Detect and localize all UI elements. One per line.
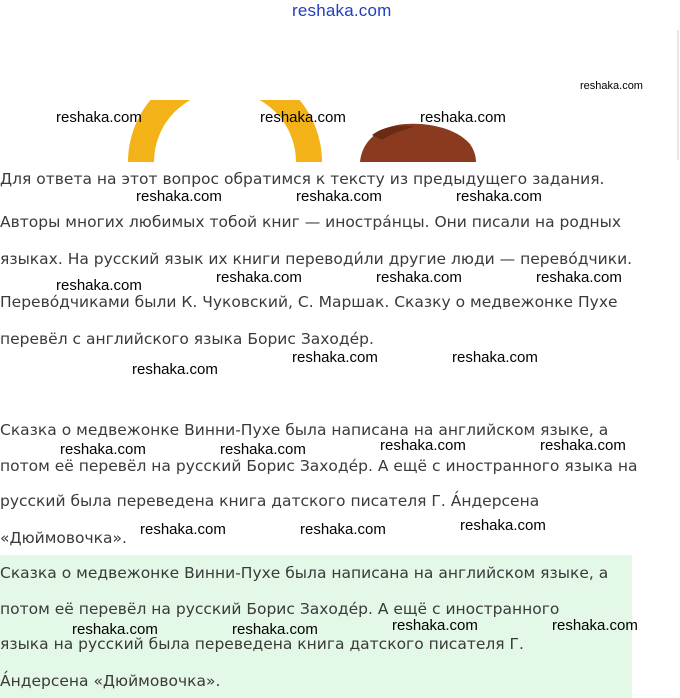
watermark: reshaka.com: [232, 621, 318, 638]
explanation-line: перевёл с английского языка Борис Заходе́р.: [0, 330, 374, 348]
answer-line: Сказка о медвежонке Винни-Пухе была написана на английском языке, а: [0, 564, 609, 582]
watermark: reshaka.com: [456, 188, 542, 205]
watermark: reshaka.com: [60, 441, 146, 458]
watermark: reshaka.com: [552, 617, 638, 634]
watermark: reshaka.com: [392, 617, 478, 634]
watermark: reshaka.com: [260, 109, 346, 126]
watermark: reshaka.com: [460, 517, 546, 534]
watermark: reshaka.com: [292, 349, 378, 366]
watermark: reshaka.com: [536, 269, 622, 286]
watermark: reshaka.com: [56, 109, 142, 126]
answer-line: языка на русский была переведена книга датского писателя Г.: [0, 635, 524, 653]
watermark: reshaka.com: [376, 269, 462, 286]
watermark: reshaka.com: [296, 188, 382, 205]
watermark: reshaka.com: [220, 441, 306, 458]
watermark: reshaka.com: [452, 349, 538, 366]
explanation-line: Перево́дчиками были К. Чуковский, С. Маршак. Сказку о медвежонке Пухе: [0, 293, 618, 311]
explanation-line: языках. На русский язык их книги переводи́ли другие люди — перево́дчики.: [0, 250, 633, 268]
watermark: reshaka.com: [420, 109, 506, 126]
watermark: reshaka.com: [300, 521, 386, 538]
watermark: reshaka.com: [380, 437, 466, 454]
watermark: reshaka.com: [56, 277, 142, 294]
watermark: reshaka.com: [540, 437, 626, 454]
explanation-line: Авторы многих любимых тобой книг — иностра́нцы. Они писали на родных: [0, 213, 622, 231]
watermark: reshaka.com: [132, 361, 218, 378]
answer-line: потом её перевёл на русский Борис Заходе́р. А ещё с иностранного: [0, 600, 560, 618]
paragraph-line: Сказка о медвежонке Винни-Пухе была написана на английском языке, а: [0, 421, 609, 439]
watermark: reshaka.com: [72, 621, 158, 638]
paragraph-line: «Дюймовочка».: [0, 529, 127, 547]
answer-line: А́ндерсена «Дюймовочка».: [0, 672, 221, 690]
explanation-line: Для ответа на этот вопрос обратимся к тексту из предыдущего задания.: [0, 170, 605, 188]
hair-shape: [360, 124, 476, 162]
watermark: reshaka.com: [580, 80, 643, 92]
watermark: reshaka.com: [216, 269, 302, 286]
paragraph-line: потом её перевёл на русский Борис Заходе́р. А ещё с иностранного языка на: [0, 457, 638, 475]
watermark: reshaka.com: [140, 521, 226, 538]
site-header-link[interactable]: reshaka.com: [292, 1, 392, 20]
watermark: reshaka.com: [136, 188, 222, 205]
paragraph-line: русский была переведена книга датского писателя Г. А́ндерсена: [0, 492, 540, 510]
